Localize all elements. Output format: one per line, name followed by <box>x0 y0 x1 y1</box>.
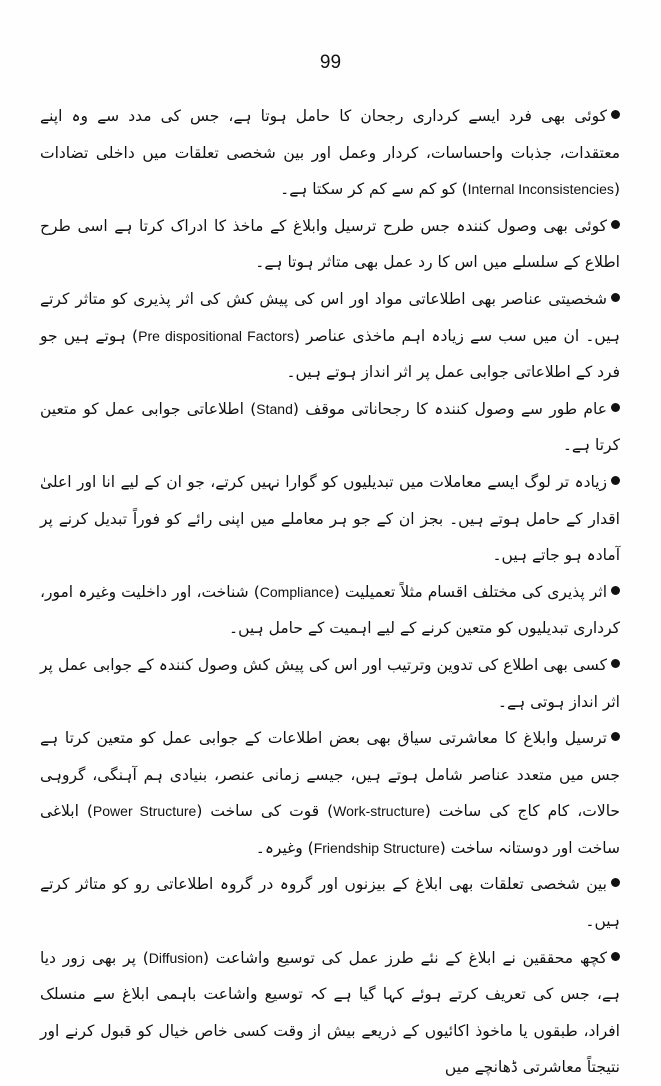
paragraph-8: ترسیل وابلاغ کا معاشرتی سیاق بھی بعض اطلاعات کے جوابی عمل کو متعین کرتا ہے جس میں متعدد عناصر شامل ہوتے ہیں، جیسے زمانی عنصر، بنیادی ہم آہنگی، گروہی حالات، کام کاج کی ساخت (Work-structure) قوت کی ساخت (Power Structure) ابلاغی ساخت اور دوستانہ ساخت (Friendship Structure) وغیرہ۔ <box>40 729 620 857</box>
paragraph-9: بین شخصی تعلقات بھی ابلاغ کے بیزنوں اور گروہ در گروہ اطلاعاتی رو کو متاثر کرتے ہیں۔ <box>40 875 620 931</box>
bullet-icon <box>611 403 620 412</box>
bullet-icon <box>611 110 620 119</box>
paragraph-6: اثر پذیری کی مختلف اقسام مثلاً تعمیلیت (Compliance) شناخت، اور داخلیت وغیرہ امور، کرداری تبدیلیوں کو متعین کرنے کے لیے اہمیت کے حامل ہیں۔ <box>40 582 620 638</box>
bullet-icon <box>611 878 620 887</box>
bullet-icon <box>611 293 620 302</box>
page-number: 99 <box>319 52 342 73</box>
bullet-icon <box>611 586 620 595</box>
paragraph-2: کوئی بھی وصول کنندہ جس طرح ترسیل وابلاغ کے ماخذ کا ادراک کرتا ہے اسی طرح اطلاع کے سلسلے میں اس کا رد عمل بھی متاثر ہوتا ہے۔ <box>40 216 620 272</box>
bullet-icon <box>611 220 620 229</box>
paragraph-5: زیادہ تر لوگ ایسے معاملات میں تبدیلیوں کو گوارا نہیں کرتے، جو ان کے لیے انا اور اعلیٰ اقدار کے حامل ہوتے ہیں۔ بجز ان کے جو ہر معاملے میں اپنی رائے کو فوراً تبدیل کرنے پر آمادہ ہو جاتے ہیں۔ <box>40 472 620 565</box>
paragraph-7: کسی بھی اطلاع کی تدوین وترتیب اور اس کی پیش کش وصول کنندہ کے جوابی عمل پر اثر انداز ہوتی ہے۔ <box>40 655 620 711</box>
page-body <box>40 98 620 1086</box>
paragraph-1: کوئی بھی فرد ایسے کرداری رجحان کا حامل ہوتا ہے، جس کی مدد سے وہ اپنے معتقدات، جذبات واحساسات، کردار وعمل اور بین شخصی تعلقات میں داخلی تضادات (Internal Inconsistencies) کو کم سے کم کر سکتا ہے۔ <box>40 107 620 199</box>
bullet-icon <box>611 732 620 741</box>
paragraph-4: عام طور سے وصول کنندہ کا رجحاناتی موقف (Stand) اطلاعاتی جوابی عمل کو متعین کرتا ہے۔ <box>40 399 620 455</box>
bullet-icon <box>611 659 620 668</box>
bullet-icon <box>611 952 620 961</box>
paragraph-3: شخصیتی عناصر بھی اطلاعاتی مواد اور اس کی پیش کش کی اثر پذیری کو متاثر کرتے ہیں۔ ان میں سب سے زیادہ اہم ماخذی عناصر (Pre dispositional Factors) ہوتے ہیں جو فرد کے اطلاعاتی جوابی عمل پر اثر انداز ہوتے ہیں۔ <box>40 289 620 382</box>
bullet-icon <box>611 476 620 485</box>
paragraph-10: کچھ محققین نے ابلاغ کے نئے طرز عمل کی توسیع واشاعت (Diffusion) پر بھی زور دیا ہے، جس کی تعریف کرتے ہوئے کہا گیا ہے کہ توسیع واشاعت باہمی ابلاغ سے منسلک افراد، طبقوں یا ماخوذ اکائیوں کے ذریعے بیش از وقت کسی خاص خیال کو قبول کرنے اور نتیجتاً معاشرتی ڈھانچے میں <box>40 948 620 1077</box>
